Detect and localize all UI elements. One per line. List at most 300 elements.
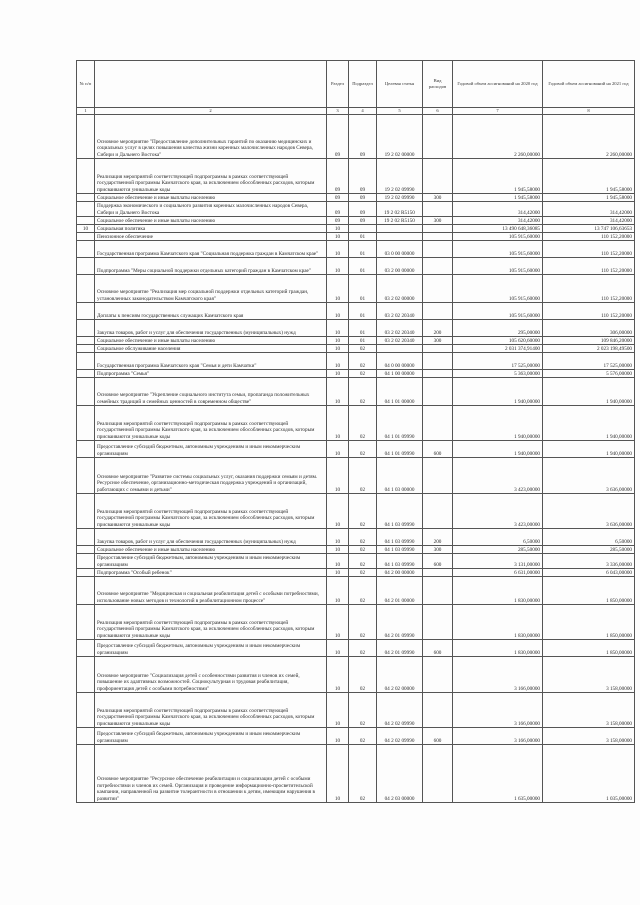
row-name: Социальное обслуживание населения	[95, 345, 327, 353]
column-index: 2	[95, 108, 327, 115]
row-expense-type	[423, 569, 453, 577]
row-number	[77, 728, 95, 745]
row-expense-type: 300	[423, 337, 453, 345]
row-number	[77, 320, 95, 337]
row-name: Закупка товаров, работ и услуг для обеспечения государственных (муниципальных) нужд	[95, 529, 327, 546]
column-header-name	[95, 61, 327, 108]
row-expense-type	[423, 233, 453, 241]
row-target-article	[377, 233, 423, 241]
row-amount-2021: 3 636,00000	[543, 494, 635, 529]
row-amount-2020: 1 830,00000	[453, 640, 543, 657]
row-number	[77, 353, 95, 370]
row-number	[77, 577, 95, 605]
table-row	[77, 529, 635, 546]
row-amount-2020: 3 166,00000	[453, 693, 543, 728]
row-amount-2020: 1 940,00000	[453, 378, 543, 406]
table-row	[77, 569, 635, 577]
row-name: Основное мероприятие "Социализация детей с особенностями развития и членов их семей, повышение их адаптивных возможностей. Социокультурная и трудовая реабилитация, профориентация детей с особыми потребностями"	[95, 657, 327, 693]
row-amount-2020: 1 945,58000	[453, 159, 543, 194]
table-row	[77, 370, 635, 378]
row-subsection: 09	[349, 159, 377, 194]
row-section: 10	[327, 406, 349, 441]
table-row	[77, 693, 635, 728]
row-expense-type	[423, 345, 453, 353]
row-number	[77, 233, 95, 241]
row-name: Социальное обеспечение и иные выплаты населению	[95, 194, 327, 202]
row-amount-2021: 1 850,00000	[543, 640, 635, 657]
row-subsection: 02	[349, 554, 377, 569]
row-number	[77, 337, 95, 345]
row-amount-2021: 3 158,00000	[543, 693, 635, 728]
row-subsection: 02	[349, 693, 377, 728]
row-name: Пенсионное обеспечение	[95, 233, 327, 241]
row-expense-type	[423, 693, 453, 728]
table-row	[77, 225, 635, 233]
row-amount-2020: 3 166,00000	[453, 657, 543, 693]
row-expense-type: 200	[423, 320, 453, 337]
row-name: Основное мероприятие "Ресурсное обеспечение реабилитации и социализации детей с особыми потребностями и членов их семей. Организация и проведение информационно-просветительской кампании, направленной на развитие толерантности в отношении к детям, имеющим нарушения в развитии"	[95, 745, 327, 803]
row-name: Реализация мероприятий соответствующей подпрограммы в рамках соответствующей государственной программы Камчатского края, за исключением обособленных расходов, которым присваиваются уникальные коды	[95, 159, 327, 194]
row-section: 10	[327, 458, 349, 494]
row-name: Доплаты к пенсиям государственных служащих Камчатского края	[95, 303, 327, 320]
table-row	[77, 337, 635, 345]
row-amount-2020: 105 620,60000	[453, 337, 543, 345]
row-amount-2020: 105 915,60000	[453, 258, 543, 275]
row-subsection: 02	[349, 640, 377, 657]
row-target-article: 19 2 02 09990	[377, 194, 423, 202]
row-amount-2021: 110 152,20000	[543, 233, 635, 241]
row-name: Реализация мероприятий соответствующей подпрограммы в рамках соответствующей государственной программы Камчатского края, за исключением обособленных расходов, которым присваиваются уникальные коды	[95, 406, 327, 441]
row-number	[77, 303, 95, 320]
column-index: 4	[349, 108, 377, 115]
table-row	[77, 378, 635, 406]
row-name: Подпрограмма "Особый ребенок"	[95, 569, 327, 577]
table-body	[77, 115, 635, 803]
row-target-article: 04 2 02 00000	[377, 657, 423, 693]
row-subsection: 02	[349, 577, 377, 605]
row-subsection: 02	[349, 441, 377, 458]
row-name: Предоставление субсидий бюджетным, автономным учреждениям и иным некоммерческим организациям	[95, 728, 327, 745]
row-name: Реализация мероприятий соответствующей подпрограммы в рамках соответствующей государственной программы Камчатского края, за исключением обособленных расходов, которым присваиваются уникальные коды	[95, 494, 327, 529]
row-expense-type	[423, 494, 453, 529]
row-name: Подпрограмма "Меры социальной поддержки отдельных категорий граждан в Камчатском крае"	[95, 258, 327, 275]
row-expense-type	[423, 241, 453, 258]
table-row	[77, 494, 635, 529]
row-amount-2021: 1 850,00000	[543, 577, 635, 605]
row-subsection: 02	[349, 494, 377, 529]
row-subsection: 02	[349, 657, 377, 693]
row-target-article: 19 2 02 00000	[377, 115, 423, 159]
row-name: Основное мероприятие "Медицинская и социальная реабилитация детей с особыми потребностями, использование новых методов и технологий в реабилитационном процессе"	[95, 577, 327, 605]
row-expense-type	[423, 605, 453, 640]
row-number	[77, 241, 95, 258]
row-target-article: 04 2 01 00000	[377, 577, 423, 605]
row-target-article: 04 1 01 09990	[377, 441, 423, 458]
row-subsection: 02	[349, 406, 377, 441]
column-index: 1	[77, 108, 95, 115]
row-expense-type: 300	[423, 217, 453, 225]
row-expense-type	[423, 378, 453, 406]
row-expense-type: 600	[423, 640, 453, 657]
row-name: Предоставление субсидий бюджетным, автономным учреждениям и иным некоммерческим организациям	[95, 554, 327, 569]
row-target-article: 04 2 01 09990	[377, 605, 423, 640]
table-row	[77, 577, 635, 605]
row-amount-2021: 1 035,00000	[543, 745, 635, 803]
row-expense-type: 200	[423, 529, 453, 546]
row-amount-2020: 314,42000	[453, 217, 543, 225]
table-row	[77, 441, 635, 458]
row-subsection: 09	[349, 217, 377, 225]
column-index: 5	[377, 108, 423, 115]
row-amount-2021: 314,42000	[543, 217, 635, 225]
row-expense-type	[423, 745, 453, 803]
row-expense-type	[423, 303, 453, 320]
row-expense-type	[423, 225, 453, 233]
row-subsection: 09	[349, 194, 377, 202]
column-header-target: Целевая статья	[377, 61, 423, 108]
row-number	[77, 345, 95, 353]
row-section: 10	[327, 441, 349, 458]
row-expense-type	[423, 577, 453, 605]
row-expense-type	[423, 275, 453, 303]
row-subsection: 01	[349, 241, 377, 258]
table-row	[77, 745, 635, 803]
column-header-expense: Вид расходов	[423, 61, 453, 108]
row-target-article: 04 0 00 00000	[377, 353, 423, 370]
row-amount-2020: 3 166,00000	[453, 728, 543, 745]
row-section: 10	[327, 745, 349, 803]
row-amount-2020: 3 423,00000	[453, 494, 543, 529]
table-row	[77, 202, 635, 217]
row-amount-2020: 1 830,00000	[453, 605, 543, 640]
row-expense-type	[423, 458, 453, 494]
row-section: 10	[327, 728, 349, 745]
row-number	[77, 217, 95, 225]
row-target-article: 04 2 02 09990	[377, 693, 423, 728]
row-target-article	[377, 225, 423, 233]
row-number	[77, 202, 95, 217]
column-header-2020: Годовой объем ассигнований на 2020 год	[453, 61, 543, 108]
row-amount-2020: 1 830,00000	[453, 577, 543, 605]
row-section: 10	[327, 577, 349, 605]
row-target-article: 04 1 01 00000	[377, 378, 423, 406]
row-expense-type	[423, 406, 453, 441]
row-number: 10	[77, 225, 95, 233]
column-header-2021: Годовой объем ассигнований на 2021 год	[543, 61, 635, 108]
row-section: 10	[327, 640, 349, 657]
row-target-article: 03 2 02 20340	[377, 303, 423, 320]
row-target-article: 04 1 03 09990	[377, 554, 423, 569]
row-amount-2021: 306,00000	[543, 320, 635, 337]
row-expense-type: 600	[423, 441, 453, 458]
row-subsection: 02	[349, 745, 377, 803]
row-amount-2020: 13 490 648,36085	[453, 225, 543, 233]
row-amount-2020: 5 363,00000	[453, 370, 543, 378]
row-amount-2020: 6,50000	[453, 529, 543, 546]
row-amount-2020: 2 260,00000	[453, 115, 543, 159]
row-name: Реализация мероприятий соответствующей подпрограммы в рамках соответствующей государственной программы Камчатского края, за исключением обособленных расходов, которым присваиваются уникальные коды	[95, 693, 327, 728]
row-section: 10	[327, 275, 349, 303]
row-number	[77, 529, 95, 546]
row-section: 10	[327, 320, 349, 337]
row-amount-2021: 110 152,20000	[543, 303, 635, 320]
row-target-article: 03 2 00 00000	[377, 258, 423, 275]
row-name: Социальное обеспечение и иные выплаты населению	[95, 217, 327, 225]
row-expense-type	[423, 657, 453, 693]
row-subsection: 02	[349, 728, 377, 745]
column-index: 6	[423, 108, 453, 115]
row-expense-type: 300	[423, 194, 453, 202]
row-name: Социальное обеспечение и иные выплаты населению	[95, 337, 327, 345]
row-number	[77, 494, 95, 529]
row-number	[77, 605, 95, 640]
row-section: 10	[327, 241, 349, 258]
row-section: 10	[327, 353, 349, 370]
row-target-article: 19 2 02 R5150	[377, 202, 423, 217]
row-number	[77, 693, 95, 728]
table-row	[77, 303, 635, 320]
row-number	[77, 370, 95, 378]
row-section: 10	[327, 546, 349, 554]
row-target-article	[377, 345, 423, 353]
row-section: 10	[327, 345, 349, 353]
row-target-article: 04 1 03 09990	[377, 494, 423, 529]
column-index: 7	[453, 108, 543, 115]
row-name: Закупка товаров, работ и услуг для обеспечения государственных (муниципальных) нужд	[95, 320, 327, 337]
row-amount-2021: 1 940,00000	[543, 441, 635, 458]
row-amount-2020: 1 945,58000	[453, 194, 543, 202]
row-number	[77, 640, 95, 657]
row-section: 10	[327, 693, 349, 728]
row-amount-2020: 285,50000	[453, 546, 543, 554]
row-amount-2020: 2 031 374,91400	[453, 345, 543, 353]
table-row	[77, 241, 635, 258]
row-amount-2021: 13 747 106,63653	[543, 225, 635, 233]
row-target-article: 04 2 02 09990	[377, 728, 423, 745]
row-section: 10	[327, 554, 349, 569]
row-amount-2021: 5 576,00000	[543, 370, 635, 378]
row-target-article: 04 1 03 09990	[377, 546, 423, 554]
column-header-no: № п/п	[77, 61, 95, 108]
row-subsection: 02	[349, 569, 377, 577]
row-subsection: 01	[349, 233, 377, 241]
row-number	[77, 258, 95, 275]
row-number	[77, 657, 95, 693]
row-expense-type	[423, 202, 453, 217]
row-target-article: 04 2 03 00000	[377, 745, 423, 803]
row-number	[77, 458, 95, 494]
row-subsection: 01	[349, 320, 377, 337]
row-name: Предоставление субсидий бюджетным, автономным учреждениям и иным некоммерческим организациям	[95, 640, 327, 657]
table-row	[77, 640, 635, 657]
table-row	[77, 546, 635, 554]
column-index-row	[77, 108, 635, 115]
table-row	[77, 275, 635, 303]
row-section: 09	[327, 217, 349, 225]
row-subsection: 02	[349, 353, 377, 370]
row-expense-type	[423, 258, 453, 275]
row-number	[77, 546, 95, 554]
row-amount-2021: 3 158,00000	[543, 657, 635, 693]
table-row	[77, 258, 635, 275]
row-amount-2020: 1 940,00000	[453, 406, 543, 441]
row-amount-2020: 1 940,00000	[453, 441, 543, 458]
row-section: 10	[327, 258, 349, 275]
row-expense-type: 600	[423, 554, 453, 569]
table-row	[77, 194, 635, 202]
column-header-subsection: Подраздел	[349, 61, 377, 108]
row-amount-2021: 1 940,00000	[543, 406, 635, 441]
row-number	[77, 745, 95, 803]
row-amount-2021: 109 846,20000	[543, 337, 635, 345]
row-subsection: 02	[349, 529, 377, 546]
row-number	[77, 554, 95, 569]
row-section: 10	[327, 303, 349, 320]
row-subsection: 02	[349, 458, 377, 494]
row-amount-2020: 105 915,60000	[453, 241, 543, 258]
row-target-article: 03 0 00 00000	[377, 241, 423, 258]
row-subsection: 02	[349, 605, 377, 640]
table-row	[77, 320, 635, 337]
row-name: Основное мероприятие "Предоставление дополнительных гарантий по оказанию медицинских и социальных услуг в целях повышения качества жизни коренных малочисленных народов Севера, Сибири и Дальнего Востока"	[95, 115, 327, 159]
row-target-article: 04 1 00 00000	[377, 370, 423, 378]
row-subsection: 01	[349, 275, 377, 303]
column-index: 3	[327, 108, 349, 115]
row-amount-2021: 285,50000	[543, 546, 635, 554]
row-amount-2020: 105 915,60000	[453, 303, 543, 320]
row-subsection	[349, 225, 377, 233]
table-row	[77, 345, 635, 353]
row-name: Социальная политика	[95, 225, 327, 233]
row-amount-2020: 295,00000	[453, 320, 543, 337]
row-expense-type: 600	[423, 728, 453, 745]
row-expense-type	[423, 159, 453, 194]
row-amount-2021: 110 152,20000	[543, 275, 635, 303]
row-name: Реализация мероприятий соответствующей подпрограммы в рамках соответствующей государственной программы Камчатского края, за исключением обособленных расходов, которым присваиваются уникальные коды	[95, 605, 327, 640]
table-row	[77, 554, 635, 569]
row-amount-2021: 3 158,00000	[543, 728, 635, 745]
table-row	[77, 353, 635, 370]
row-number	[77, 159, 95, 194]
row-expense-type: 300	[423, 546, 453, 554]
row-subsection: 02	[349, 370, 377, 378]
row-amount-2021: 110 152,20000	[543, 241, 635, 258]
row-number	[77, 275, 95, 303]
row-section: 09	[327, 159, 349, 194]
row-amount-2021: 110 152,20000	[543, 258, 635, 275]
row-expense-type	[423, 115, 453, 159]
row-target-article: 03 2 02 00000	[377, 275, 423, 303]
row-name: Поддержка экономического и социального развития коренных малочисленных народов Севера, Сибири и Дальнего Востока	[95, 202, 327, 217]
row-target-article: 04 1 03 09990	[377, 529, 423, 546]
row-amount-2020: 3 131,00000	[453, 554, 543, 569]
row-target-article: 03 2 02 20340	[377, 337, 423, 345]
row-name: Предоставление субсидий бюджетным, автономным учреждениям и иным некоммерческим организациям	[95, 441, 327, 458]
row-target-article: 04 2 00 00000	[377, 569, 423, 577]
row-section: 10	[327, 494, 349, 529]
row-name: Государственная программа Камчатского края "Семья и дети Камчатки"	[95, 353, 327, 370]
table-header-row	[77, 61, 635, 108]
row-section: 10	[327, 337, 349, 345]
row-section: 09	[327, 194, 349, 202]
row-amount-2021: 17 525,00000	[543, 353, 635, 370]
row-section: 10	[327, 378, 349, 406]
row-name: Основное мероприятие "Реализация мер социальной поддержки отдельных категорий граждан, установленных законодательством Камчатского края"	[95, 275, 327, 303]
row-target-article: 03 2 02 20340	[377, 320, 423, 337]
row-amount-2021: 314,42000	[543, 202, 635, 217]
row-number	[77, 194, 95, 202]
row-name: Социальное обеспечение и иные выплаты населению	[95, 546, 327, 554]
row-section: 10	[327, 569, 349, 577]
row-section: 10	[327, 529, 349, 546]
row-amount-2021: 2 260,00000	[543, 115, 635, 159]
row-name: Основное мероприятие "Укрепление социального института семьи, пропаганда положительных семейных традиций и семейных ценностей в современном обществе"	[95, 378, 327, 406]
table-row	[77, 233, 635, 241]
table-row	[77, 159, 635, 194]
row-name: Подпрограмма "Семья"	[95, 370, 327, 378]
row-name: Государственная программа Камчатского края "Социальная поддержка граждан в Камчатском крае"	[95, 241, 327, 258]
row-amount-2021: 2 023 198,49500	[543, 345, 635, 353]
row-number	[77, 441, 95, 458]
row-subsection: 02	[349, 345, 377, 353]
row-section: 09	[327, 202, 349, 217]
row-number	[77, 115, 95, 159]
row-expense-type	[423, 370, 453, 378]
row-target-article: 19 2 02 R5150	[377, 217, 423, 225]
row-section: 10	[327, 657, 349, 693]
row-subsection: 02	[349, 378, 377, 406]
row-amount-2021: 1 850,00000	[543, 605, 635, 640]
row-amount-2020: 6 631,00000	[453, 569, 543, 577]
row-amount-2021: 3 636,00000	[543, 458, 635, 494]
row-amount-2020: 3 423,00000	[453, 458, 543, 494]
row-subsection: 01	[349, 303, 377, 320]
row-expense-type	[423, 353, 453, 370]
row-section: 10	[327, 605, 349, 640]
row-subsection: 09	[349, 202, 377, 217]
row-section: 09	[327, 115, 349, 159]
row-target-article: 04 2 01 09990	[377, 640, 423, 657]
row-amount-2021: 1 945,58000	[543, 194, 635, 202]
table-row	[77, 605, 635, 640]
row-amount-2021: 6,50000	[543, 529, 635, 546]
row-amount-2020: 1 635,00000	[453, 745, 543, 803]
column-index: 8	[543, 108, 635, 115]
row-number	[77, 569, 95, 577]
row-section: 10	[327, 225, 349, 233]
table-row	[77, 458, 635, 494]
row-number	[77, 406, 95, 441]
row-amount-2020: 105 915,60000	[453, 275, 543, 303]
row-amount-2021: 6 043,00000	[543, 569, 635, 577]
budget-table	[76, 60, 635, 803]
row-subsection: 01	[349, 337, 377, 345]
row-amount-2021: 1 945,58000	[543, 159, 635, 194]
row-amount-2021: 1 940,00000	[543, 378, 635, 406]
row-subsection: 01	[349, 258, 377, 275]
table-row	[77, 728, 635, 745]
table-row	[77, 657, 635, 693]
table-row	[77, 115, 635, 159]
column-header-section: Раздел	[327, 61, 349, 108]
row-subsection: 02	[349, 546, 377, 554]
row-amount-2020: 17 525,00000	[453, 353, 543, 370]
row-target-article: 04 1 03 00000	[377, 458, 423, 494]
row-amount-2021: 3 336,00000	[543, 554, 635, 569]
row-target-article: 19 2 02 09990	[377, 159, 423, 194]
row-name: Основное мероприятие "Развитие системы социальных услуг, оказания поддержки семьям и детям. Ресурсное обеспечение, организационно-методическая поддержка учреждений и организаций, работающих с семьями и детьми"	[95, 458, 327, 494]
row-target-article: 04 1 01 09990	[377, 406, 423, 441]
